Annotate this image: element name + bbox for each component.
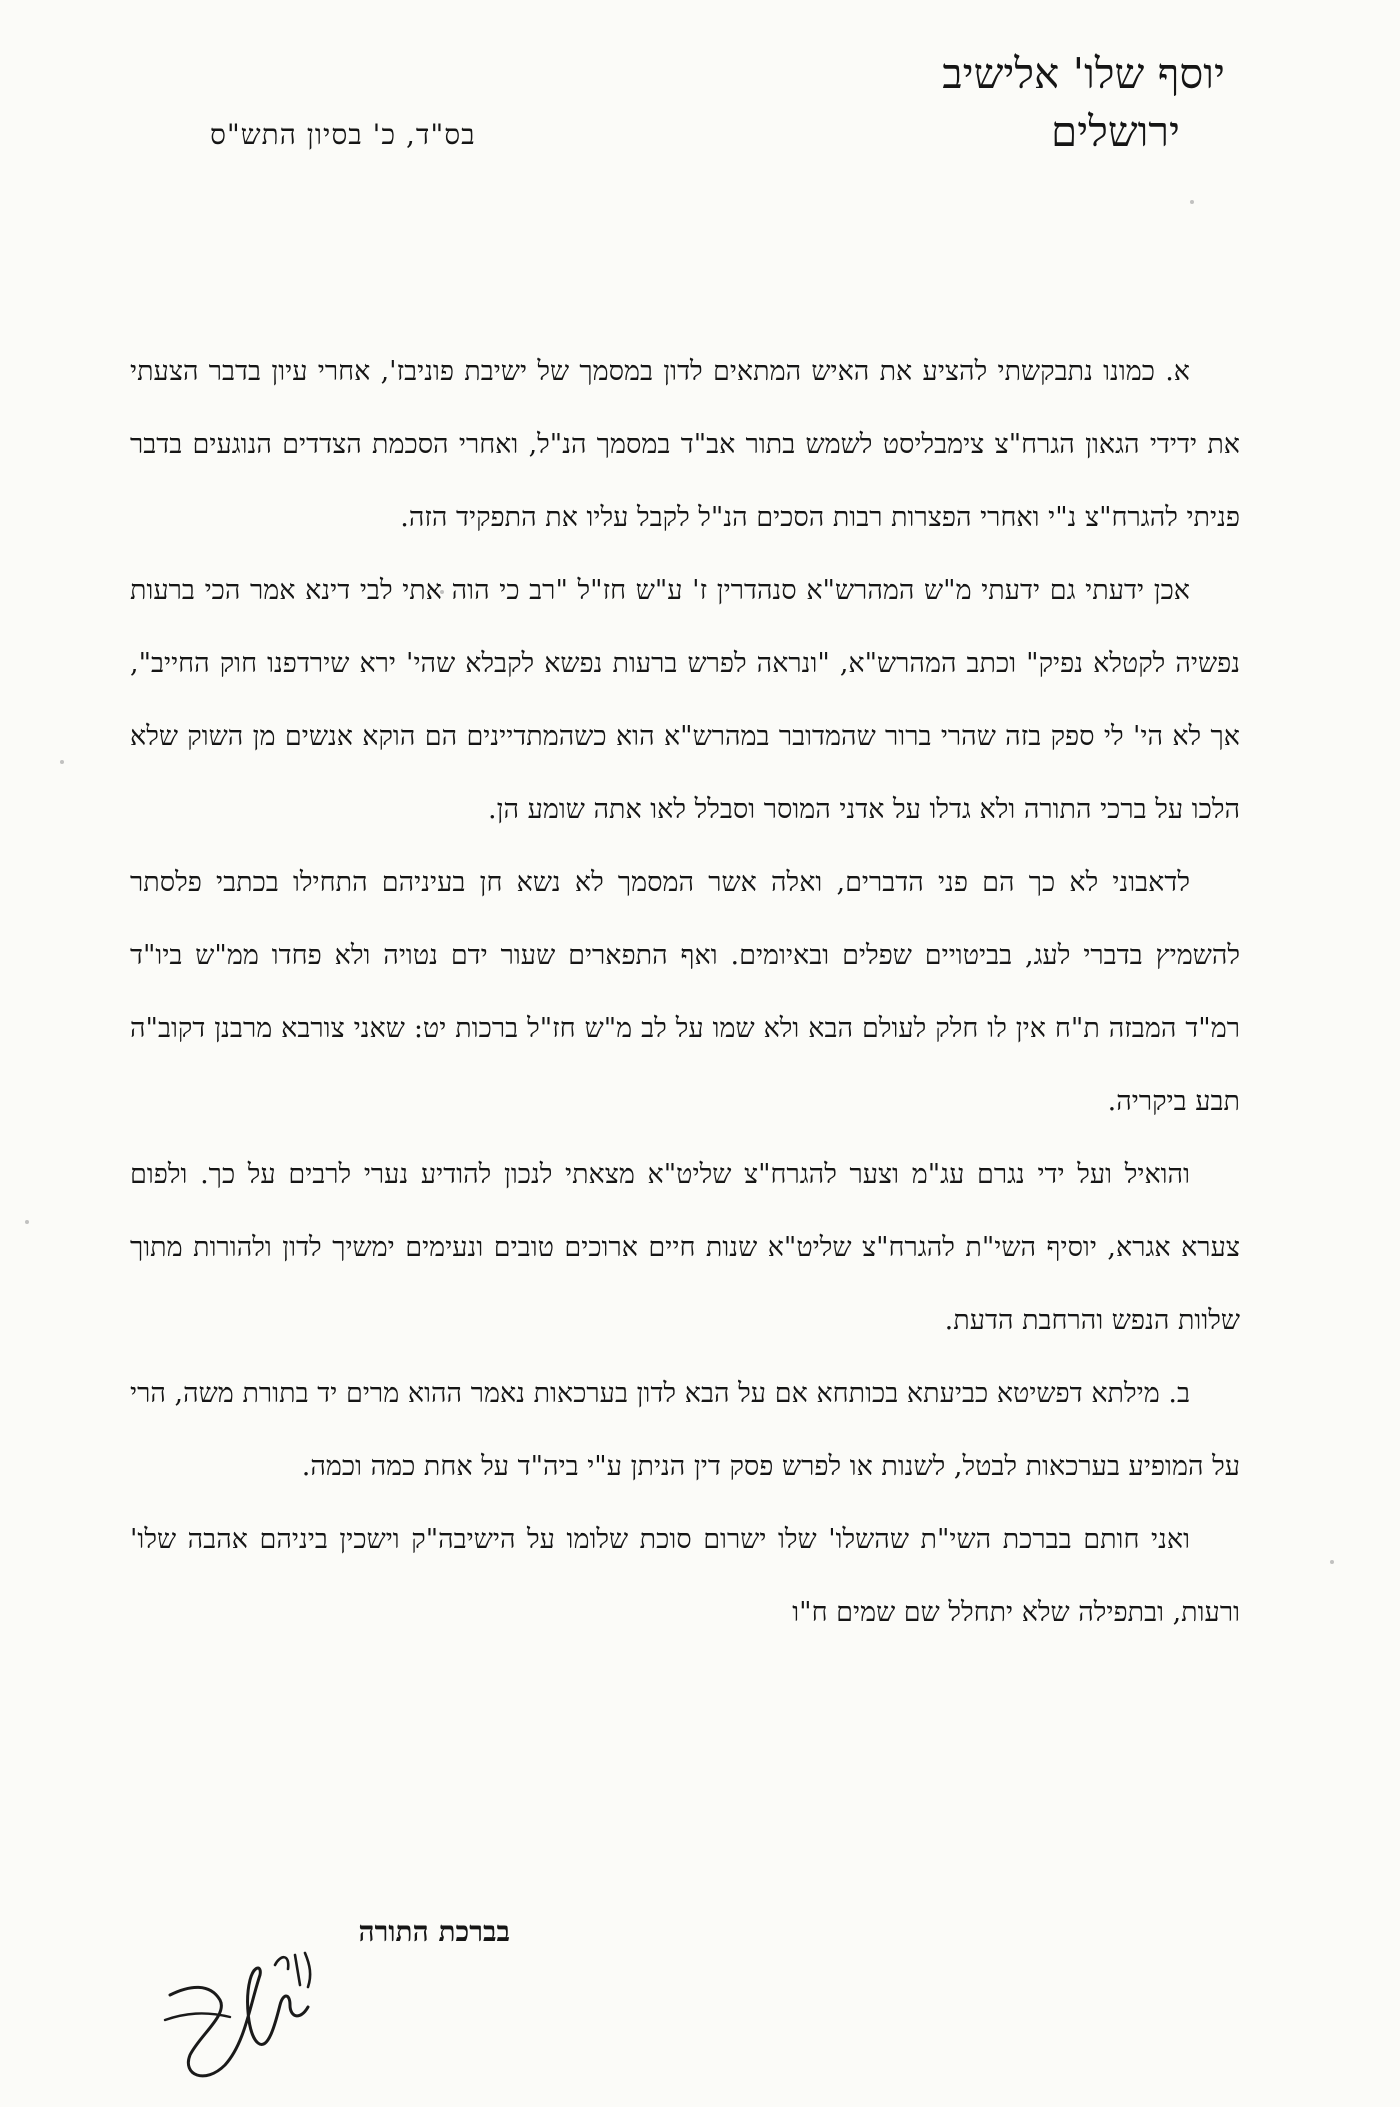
scan-speck [1330, 1560, 1334, 1564]
paragraph-3: לדאבוני לא כך הם פני הדברים, ואלה אשר המסמך לא נשא חן בעיניהם התחילו בכתבי פלסתר להשמיץ בדברי לעג, בביטויים שפלים ובאיומים. ואף התפארים שעור ידם נטויה ולא פחדו ממ"ש ביו"ד רמ"ד המבזה ת"ח אין לו חלק לעולם הבא ולא שמו על לב מ"ש חז"ל ברכות יט: שאני צורבא מרבנן דקוב"ה תבע ביקריה. [130, 867, 1240, 1117]
paragraph-6: ואני חותם בברכת השי"ת שהשלו' שלו ישרום סוכת שלומו על הישיבה"ק וישכין ביניהם אהבה שלו' ורעות, ובתפילה שלא יתחלל שם שמים ח"ו [130, 1524, 1240, 1628]
paragraph-5: ב. מילתא דפשיטא כביעתא בכותחא אם על הבא לדון בערכאות נאמר ההוא מרים יד בתורת משה, הרי על המופיע בערכאות לבטל, לשנות או לפרש פסק דין הניתן ע"י ביה"ד על אחת כמה וכמה. [130, 1378, 1240, 1482]
paragraph-1: א. כמונו נתבקשתי להציע את האיש המתאים לדון במסמך של ישיבת פוניבז', אחרי עיון בדבר הצעתי את ידידי הגאון הגרח"צ צימבליסט לשמש בתור אב"ד במסמך הנ"ל, ואחרי הסכמת הצדדים הנוגעים בדבר פניתי להגרח"צ נ"י ואחרי הפצרות רבות הסכים הנ"ל לקבל עליו את התפקיד הזה. [130, 356, 1240, 533]
letterhead [942, 45, 1225, 161]
scan-speck [60, 760, 64, 764]
letterhead-name: יוסף שלו' אלישיב [942, 49, 1225, 98]
scan-speck [1190, 200, 1194, 204]
paragraph-2: אכן ידעתי גם ידעתי מ"ש המהרש"א סנהדרין ז' ע"ש חז"ל "רב כי הוה אתי לבי דינא אמר הכי ברעות נפשיה לקטלא נפיק" וכתב המהרש"א, "ונראה לפרש ברעות נפשא לקבלא שהי' ירא שירדפנו חוק החייב", אך לא הי' לי ספק בזה שהרי ברור שהמדובר במהרש"א הוא כשהמתדיינים הם הוקא אנשים מן השוק שלא הלכו על ברכי התורה ולא גדלו על אדני המוסר וסבלל לאו אתה שומע הן. [130, 575, 1240, 825]
closing-line: בברכת התורה [358, 1915, 510, 1948]
paragraph-4: והואיל ועל ידי נגרם עג"מ וצער להגרח"צ שליט"א מצאתי לנכון להודיע נערי לרבים על כך. ולפום צערא אגרא, יוסיף השי"ת להגרח"צ שליט"א שנות חיים ארוכים טובים ונעימים ימשיך לדון ולהורות מתוך שלוות הנפש והרחבת הדעת. [130, 1159, 1240, 1336]
handwritten-signature [150, 1925, 320, 2095]
scan-speck [25, 1220, 29, 1224]
letterhead-city: ירושלים [1051, 107, 1180, 156]
letter-date: בס"ד, כ' בסיון התש"ס [210, 118, 476, 151]
letter-body [130, 335, 1240, 1649]
